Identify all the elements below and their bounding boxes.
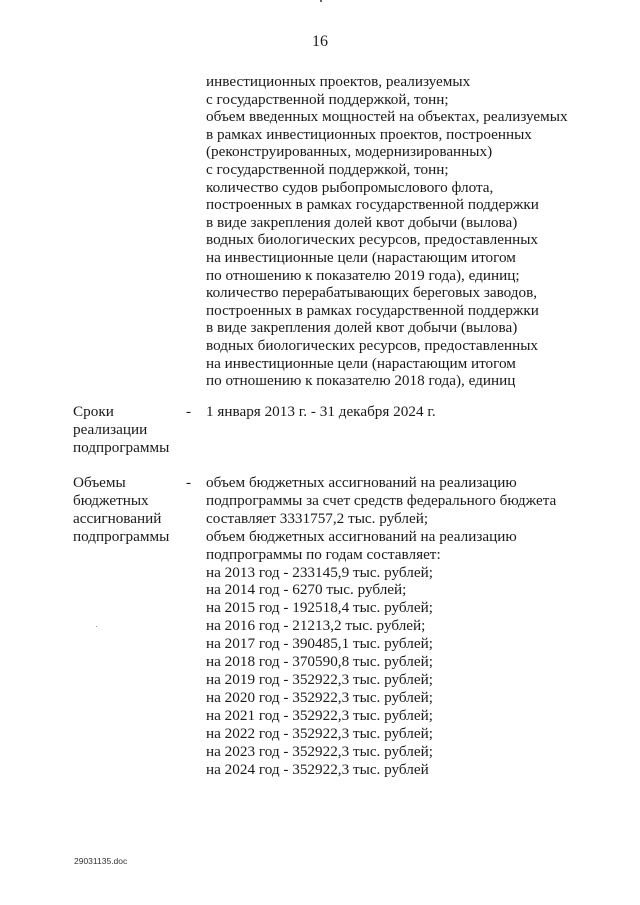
text-line: объем введенных мощностей на объектах, реализуемых xyxy=(206,108,568,126)
text-line: инвестиционных проектов, реализуемых xyxy=(206,73,471,90)
text-line: водных биологических ресурсов, предоставленных xyxy=(206,336,538,354)
text-line: на 2014 год - 6270 тыс. рублей; xyxy=(206,581,407,599)
text-line: на 2013 год - 233145,9 тыс. рублей; xyxy=(206,563,433,581)
scan-speck xyxy=(96,626,97,627)
text-line: на 2017 год - 390485,1 тыс. рублей; xyxy=(206,635,433,653)
text-line: в виде закрепления долей квот добычи (вылова) xyxy=(206,213,518,231)
text-line: на 2020 год - 352922,3 тыс. рублей; xyxy=(206,688,433,706)
period-value: 1 января 2013 г. - 31 декабря 2024 г. xyxy=(206,403,436,420)
intro-text-block xyxy=(206,73,568,390)
text-line: на 2015 год - 192518,4 тыс. рублей; xyxy=(206,599,433,617)
text-line: количество судов рыбопромыслового флота, xyxy=(206,178,494,196)
text-line: объем бюджетных ассигнований на реализацию xyxy=(206,527,517,545)
text-line: в рамках инвестиционных проектов, построенных xyxy=(206,125,532,143)
text-line: на 2021 год - 352922,3 тыс. рублей; xyxy=(206,706,433,724)
label-line: ассигнований xyxy=(73,510,162,527)
volume-dash: - xyxy=(186,474,192,491)
text-line: построенных в рамках государственной поддержки xyxy=(206,301,539,319)
page-number: 16 xyxy=(312,33,328,50)
scan-mark xyxy=(320,0,322,2)
text-line: на 2019 год - 352922,3 тыс. рублей; xyxy=(206,670,433,688)
label-line: реализации xyxy=(73,421,148,438)
text-line: водных биологических ресурсов, предоставленных xyxy=(206,231,538,249)
text-line: с государственной поддержкой, тонн; xyxy=(206,90,449,108)
text-line: (реконструированных, модернизированных) xyxy=(206,143,493,161)
text-line: подпрограммы по годам составляет: xyxy=(206,545,441,563)
label-line: подпрограммы xyxy=(73,439,170,456)
text-line: по отношению к показателю 2018 года), единиц xyxy=(206,372,516,390)
text-line: в виде закрепления долей квот добычи (вылова) xyxy=(206,319,518,337)
period-label xyxy=(73,403,169,457)
volume-text-block xyxy=(206,474,556,778)
text-line: с государственной поддержкой, тонн; xyxy=(206,160,449,178)
text-line: составляет 3331757,2 тыс. рублей; xyxy=(206,509,429,527)
label-line: Сроки xyxy=(73,403,114,420)
text-line: на 2018 год - 370590,8 тыс. рублей; xyxy=(206,653,433,671)
period-dash: - xyxy=(186,403,192,420)
text-line: количество перерабатывающих береговых заводов, xyxy=(206,284,538,302)
text-line: на инвестиционные цели (нарастающим итогом xyxy=(206,354,516,372)
footer-doc-code: 29031135.doc xyxy=(74,856,128,866)
text-line: на 2023 год - 352922,3 тыс. рублей; xyxy=(206,742,433,760)
text-line: на 2022 год - 352922,3 тыс. рублей; xyxy=(206,724,433,742)
text-line: на 2024 год - 352922,3 тыс. рублей xyxy=(206,760,429,778)
label-line: Объемы xyxy=(73,474,126,491)
text-line: на инвестиционные цели (нарастающим итогом xyxy=(206,248,516,266)
text-line: подпрограммы за счет средств федерального бюджета xyxy=(206,491,557,509)
volume-label xyxy=(73,474,169,546)
text-line: по отношению к показателю 2019 года), единиц; xyxy=(206,266,520,284)
text-line: построенных в рамках государственной поддержки xyxy=(206,196,539,214)
label-line: бюджетных xyxy=(73,492,149,509)
period-value-block xyxy=(206,403,436,421)
text-line: объем бюджетных ассигнований на реализацию xyxy=(206,474,517,491)
label-line: подпрограммы xyxy=(73,528,170,545)
text-line: на 2016 год - 21213,2 тыс. рублей; xyxy=(206,617,426,635)
